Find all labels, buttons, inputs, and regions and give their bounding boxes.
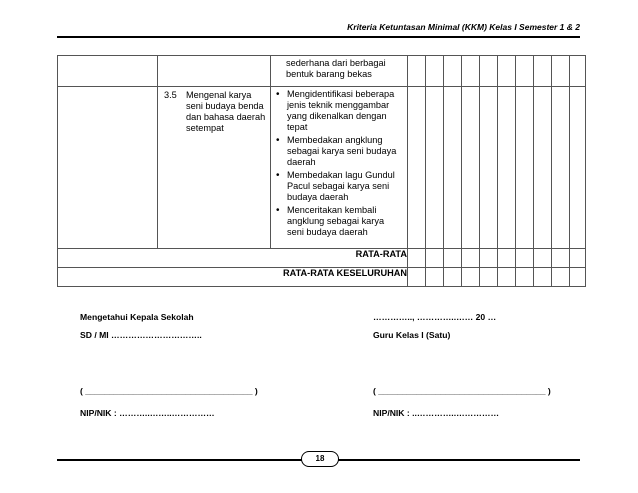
score-cell: [498, 249, 516, 268]
score-cell: [498, 268, 516, 287]
competency-text: Mengenal karya seni budaya benda dan bahasa daerah setempat: [186, 90, 266, 133]
score-cell: [444, 56, 462, 87]
kkm-table: [57, 55, 586, 287]
score-cell: [480, 56, 498, 87]
score-cell: [534, 56, 552, 87]
score-cell: [462, 268, 480, 287]
score-cell: [570, 56, 586, 87]
principal-nip-line: NIP/NIK : ………..……..……………: [80, 408, 215, 418]
score-cell: [570, 268, 586, 287]
school-name-line: SD / MI …………………………..: [80, 330, 202, 340]
teacher-nip-line: NIP/NIK : ..…………..……………: [373, 408, 500, 418]
score-cell: [480, 268, 498, 287]
score-cell: [444, 249, 462, 268]
score-cell: [516, 56, 534, 87]
competency-code: 3.5: [164, 90, 177, 100]
teacher-label: Guru Kelas I (Satu): [373, 330, 451, 340]
score-cell: [408, 249, 426, 268]
score-cell: [426, 268, 444, 287]
indicator-text: sederhana dari berbagai bentuk barang bekas: [286, 58, 386, 79]
score-cell: [516, 268, 534, 287]
score-cell: [498, 87, 516, 249]
score-cell: [534, 268, 552, 287]
score-cell: [552, 249, 570, 268]
score-cell: [498, 56, 516, 87]
score-cell: [444, 87, 462, 249]
header-divider: [57, 36, 580, 38]
rata-rata-keseluruhan-label: RATA-RATA KESELURUHAN: [58, 268, 408, 287]
table-cell: [158, 56, 271, 87]
score-cell: [552, 56, 570, 87]
teacher-name-line: ( ___________________________________ ): [373, 386, 551, 396]
document-header-title: Kriteria Ketuntasan Minimal (KKM) Kelas I Semester 1 & 2: [347, 22, 580, 32]
score-cell: [426, 87, 444, 249]
date-line: ………….., …………..…… 20 …: [373, 312, 497, 322]
table-cell: [58, 87, 158, 249]
score-cell: [462, 249, 480, 268]
score-cell: [480, 249, 498, 268]
score-cell: [408, 268, 426, 287]
score-cell: [462, 87, 480, 249]
score-cell: [516, 249, 534, 268]
indicator-list: [271, 87, 407, 241]
score-cell: [462, 56, 480, 87]
score-cell: [570, 249, 586, 268]
score-cell: [552, 87, 570, 249]
list-item: • Membedakan angklung sebagai karya seni budaya daerah: [275, 135, 403, 168]
score-cell: [480, 87, 498, 249]
score-cell: [534, 87, 552, 249]
indicator-cell: [271, 56, 408, 87]
indicator-cell: [271, 87, 408, 249]
table-row: [58, 249, 586, 268]
competency-cell: [158, 87, 271, 249]
principal-name-line: ( ___________________________________ ): [80, 386, 258, 396]
table-row: [58, 87, 586, 249]
score-cell: [516, 87, 534, 249]
page-number: 18: [301, 451, 339, 467]
score-cell: [444, 268, 462, 287]
table-cell: [58, 56, 158, 87]
table-row: [58, 56, 586, 87]
score-cell: [408, 87, 426, 249]
rata-rata-label: RATA-RATA: [58, 249, 408, 268]
score-cell: [408, 56, 426, 87]
score-cell: [534, 249, 552, 268]
list-item: • Membedakan lagu Gundul Pacul sebagai karya seni budaya daerah: [275, 170, 403, 203]
table-row: [58, 268, 586, 287]
score-cell: [570, 87, 586, 249]
list-item: • Mengidentifikasi beberapa jenis teknik menggambar yang dikenalkan dengan tepat: [275, 89, 403, 133]
mengetahui-label: Mengetahui Kepala Sekolah: [80, 312, 194, 322]
score-cell: [552, 268, 570, 287]
score-cell: [426, 249, 444, 268]
score-cell: [426, 56, 444, 87]
list-item: • Menceritakan kembali angklung sebagai karya seni budaya daerah: [275, 205, 403, 238]
